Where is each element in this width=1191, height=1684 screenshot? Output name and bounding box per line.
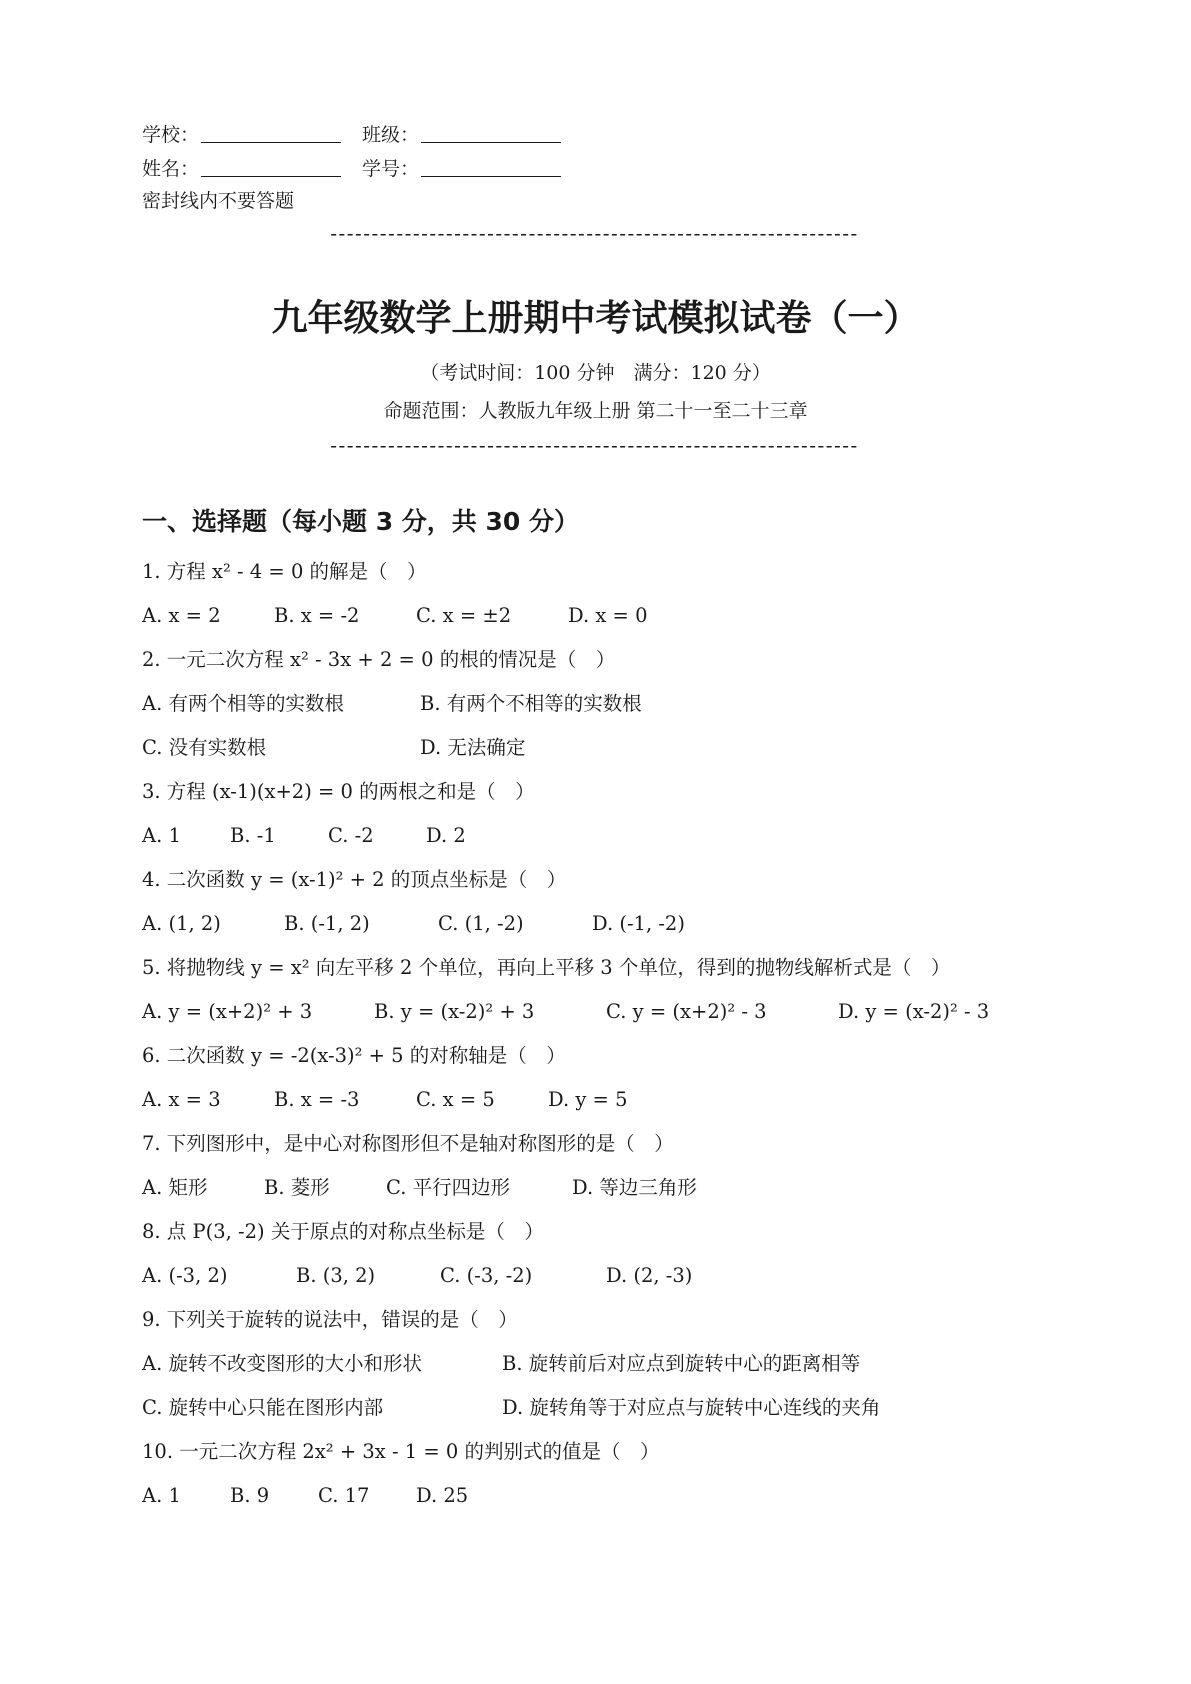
options-10 — [142, 1474, 1052, 1518]
question-3: 3. 方程 (x-1)(x+2) = 0 的两根之和是（ ） — [142, 780, 535, 803]
option-d[interactable]: D. (2, -3) — [606, 1264, 693, 1287]
question-6: 6. 二次函数 y = -2(x-3)² + 5 的对称轴是（ ） — [142, 1044, 566, 1067]
question-10: 10. 一元二次方程 2x² + 3x - 1 = 0 的判别式的值是（ ） — [142, 1440, 660, 1463]
options-9 — [142, 1342, 1052, 1386]
option-b[interactable]: B. 旋转前后对应点到旋转中心的距离相等 — [502, 1352, 861, 1375]
exam-scope: 命题范围：人教版九年级上册 第二十一至二十三章 — [383, 400, 808, 422]
id-blank[interactable] — [421, 158, 561, 177]
option-c[interactable]: C. y = (x+2)² - 3 — [606, 1000, 767, 1023]
option-c[interactable]: C. -2 — [328, 824, 374, 847]
seal-dash-line: ---------------------------------------------------------------- — [330, 221, 859, 245]
option-c[interactable]: C. (1, -2) — [438, 912, 524, 935]
school-label: 学校： — [142, 123, 200, 146]
options-9-row-2 — [142, 1386, 1052, 1430]
name-blank[interactable] — [201, 158, 341, 177]
option-a[interactable]: A. 矩形 — [142, 1176, 208, 1199]
question-8: 8. 点 P(3, -2) 关于原点的对称点坐标是（ ） — [142, 1220, 544, 1243]
option-a[interactable]: A. y = (x+2)² + 3 — [142, 1000, 313, 1023]
question-2: 2. 一元二次方程 x² - 3x + 2 = 0 的根的情况是（ ） — [142, 648, 616, 671]
options-3 — [142, 814, 1052, 858]
option-a[interactable]: A. x = 2 — [142, 604, 221, 627]
options-4 — [142, 902, 1052, 946]
options-2-row-2 — [142, 726, 1052, 770]
option-a[interactable]: A. 有两个相等的实数根 — [142, 692, 344, 715]
option-b[interactable]: B. x = -3 — [274, 1088, 360, 1111]
option-c[interactable]: C. x = ±2 — [416, 604, 512, 627]
name-label: 姓名： — [142, 157, 200, 180]
question-4: 4. 二次函数 y = (x-1)² + 2 的顶点坐标是（ ） — [142, 868, 567, 891]
option-b[interactable]: B. (-1, 2) — [284, 912, 370, 935]
option-c[interactable]: C. 没有实数根 — [142, 736, 267, 759]
question-9: 9. 下列关于旋转的说法中，错误的是（ ） — [142, 1308, 518, 1331]
option-c[interactable]: C. 旋转中心只能在图形内部 — [142, 1396, 384, 1419]
option-b[interactable]: B. 菱形 — [264, 1176, 330, 1199]
option-b[interactable]: B. (3, 2) — [296, 1264, 376, 1287]
question-5: 5. 将抛物线 y = x² 向左平移 2 个单位，再向上平移 3 个单位，得到的抛物线解析式是（ ） — [142, 956, 951, 979]
option-b[interactable]: B. x = -2 — [274, 604, 360, 627]
option-d[interactable]: D. 无法确定 — [420, 736, 526, 759]
options-5 — [142, 990, 1052, 1034]
option-a[interactable]: A. (-3, 2) — [142, 1264, 228, 1287]
id-label: 学号： — [362, 157, 420, 180]
options-2 — [142, 682, 1052, 726]
question-7: 7. 下列图形中，是中心对称图形但不是轴对称图形的是（ ） — [142, 1132, 674, 1155]
option-c[interactable]: C. (-3, -2) — [440, 1264, 533, 1287]
option-a[interactable]: A. 1 — [142, 1484, 181, 1507]
seal-notice: 密封线内不要答题 — [142, 190, 295, 212]
school-blank[interactable] — [201, 124, 341, 143]
option-a[interactable]: A. (1, 2) — [142, 912, 221, 935]
option-d[interactable]: D. 2 — [426, 824, 466, 847]
class-blank[interactable] — [421, 124, 561, 143]
section-heading: 一、选择题（每小题 3 分，共 30 分） — [142, 507, 580, 536]
option-c[interactable]: C. x = 5 — [416, 1088, 495, 1111]
option-a[interactable]: A. x = 3 — [142, 1088, 221, 1111]
option-d[interactable]: D. y = (x-2)² - 3 — [838, 1000, 990, 1023]
option-a[interactable]: A. 旋转不改变图形的大小和形状 — [142, 1352, 422, 1375]
option-d[interactable]: D. (-1, -2) — [592, 912, 685, 935]
option-c[interactable]: C. 平行四边形 — [386, 1176, 511, 1199]
student-info-header — [142, 116, 582, 218]
options-8 — [142, 1254, 1052, 1298]
option-d[interactable]: D. x = 0 — [568, 604, 648, 627]
class-label: 班级： — [362, 123, 420, 146]
option-b[interactable]: B. y = (x-2)² + 3 — [374, 1000, 535, 1023]
option-b[interactable]: B. 有两个不相等的实数根 — [420, 692, 642, 715]
question-1: 1. 方程 x² - 4 = 0 的解是（ ） — [142, 560, 427, 583]
option-d[interactable]: D. 等边三角形 — [572, 1176, 697, 1199]
option-c[interactable]: C. 17 — [318, 1484, 370, 1507]
options-6 — [142, 1078, 1052, 1122]
question-list — [142, 550, 1052, 1518]
page-title: 九年级数学上册期中考试模拟试卷（一） — [271, 298, 920, 339]
options-7 — [142, 1166, 1052, 1210]
options-1 — [142, 594, 1052, 638]
option-d[interactable]: D. 25 — [416, 1484, 469, 1507]
title-dash-line: ---------------------------------------------------------------- — [330, 433, 859, 457]
option-d[interactable]: D. y = 5 — [548, 1088, 628, 1111]
option-a[interactable]: A. 1 — [142, 824, 181, 847]
option-b[interactable]: B. 9 — [230, 1484, 270, 1507]
exam-info: （考试时间：100 分钟 满分：120 分） — [420, 362, 771, 384]
option-d[interactable]: D. 旋转角等于对应点与旋转中心连线的夹角 — [502, 1396, 881, 1419]
option-b[interactable]: B. -1 — [230, 824, 276, 847]
